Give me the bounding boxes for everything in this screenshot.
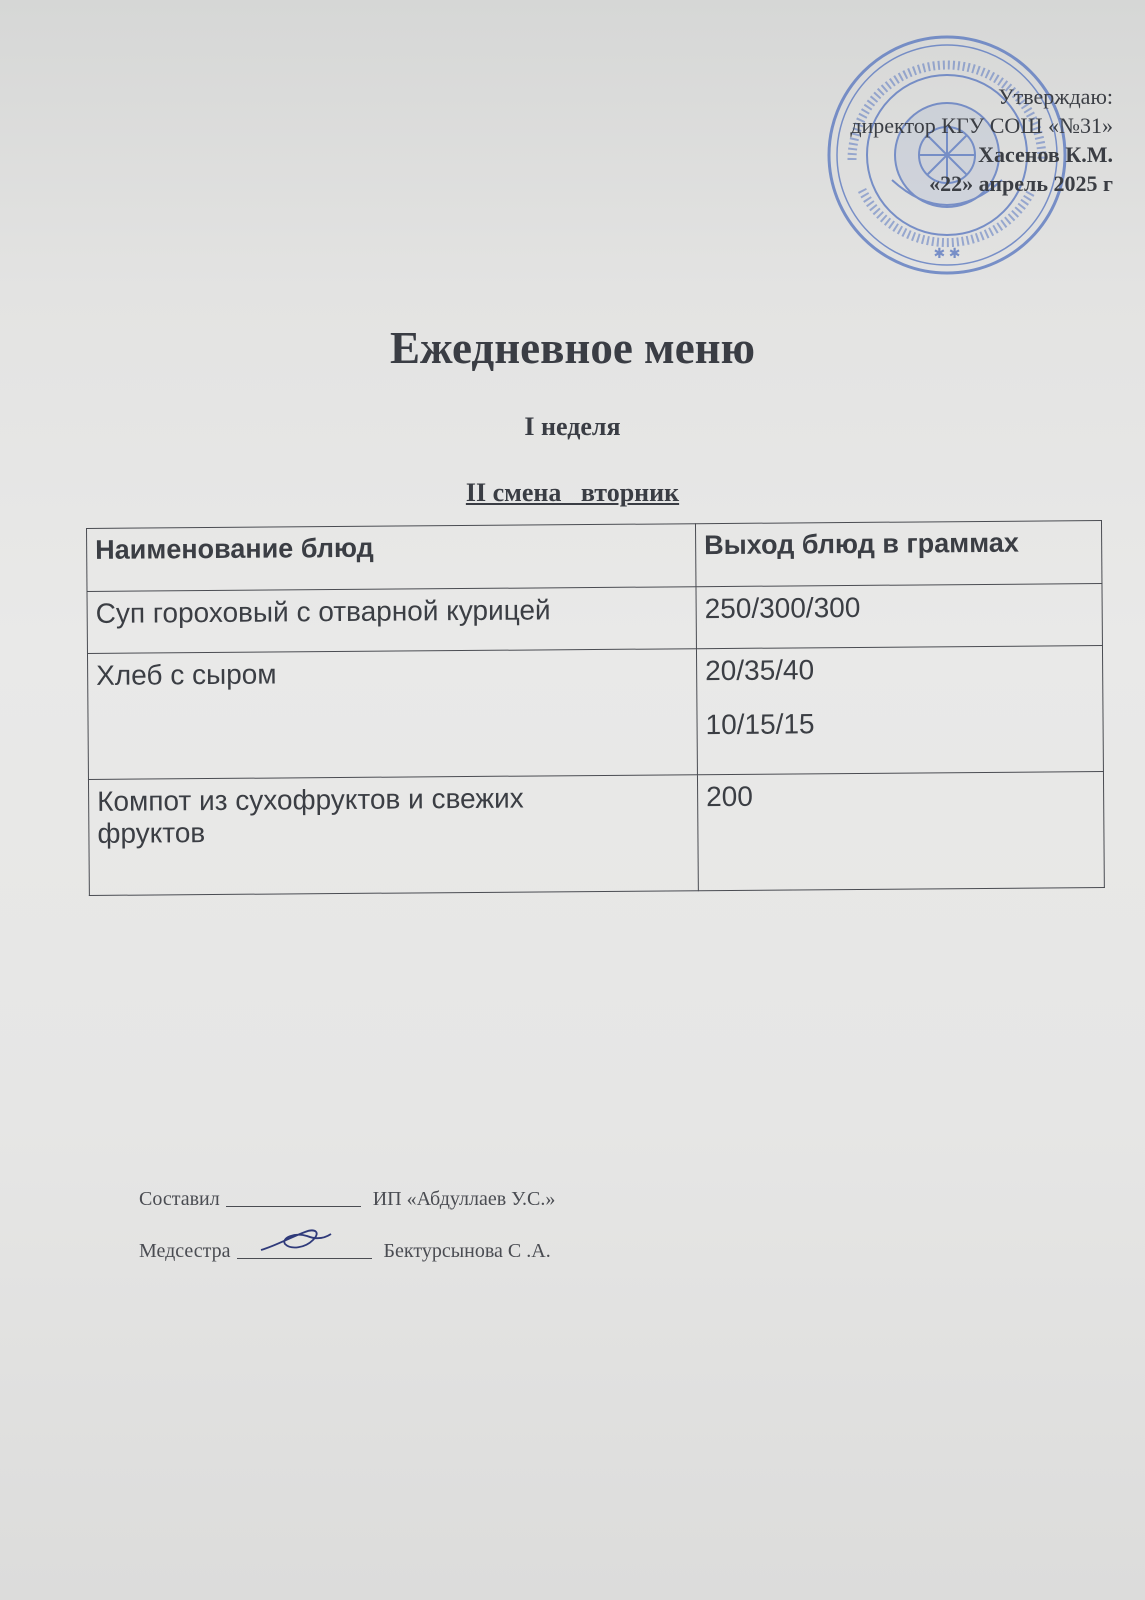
table-row (88, 772, 1104, 896)
approval-block (850, 82, 1113, 198)
table-header-row (87, 521, 1102, 592)
dish-weight (696, 584, 1102, 649)
column-header-dish: Наименование блюд (87, 524, 696, 592)
dish-name: Компот из сухофруктов и свежих фруктов (88, 775, 698, 896)
table-row (87, 646, 1103, 780)
composer-row (139, 1186, 555, 1212)
nurse-label: Медсестра (139, 1240, 231, 1262)
weight-value: 20/35/40 (705, 654, 815, 687)
signatures-block (139, 1186, 555, 1290)
handwritten-signature (255, 1224, 335, 1256)
week-heading: I неделя (524, 412, 621, 441)
nurse-row (139, 1238, 555, 1264)
menu-table (86, 520, 1105, 896)
dish-weight (697, 772, 1104, 891)
page-title: Ежедневное меню (390, 323, 755, 373)
weight-value: 250/300/300 (704, 591, 861, 625)
dish-weight (696, 646, 1103, 775)
nurse-signature-line (237, 1238, 372, 1259)
weight-value: 10/15/15 (705, 708, 815, 741)
approval-date: «22» апрель 2025 г (929, 171, 1113, 196)
composer-signature-line (226, 1186, 361, 1207)
dish-name: Суп гороховый с отварной курицей (87, 587, 696, 654)
approval-label: Утверждаю: (998, 84, 1113, 109)
composer-name: ИП «Абдуллаев У.С.» (372, 1188, 556, 1210)
table-row (87, 584, 1102, 654)
nurse-name: Бектурсынова С .А. (383, 1240, 551, 1262)
svg-text:✱ ✱: ✱ ✱ (933, 247, 961, 262)
column-header-weight: Выход блюд в граммах (695, 521, 1101, 587)
dish-name: Хлеб с сыром (87, 649, 697, 780)
weight-value: 200 (706, 780, 753, 813)
shift-heading: II смена вторник (465, 478, 680, 507)
composer-label: Составил (139, 1188, 220, 1210)
approval-director-name: Хасенов К.М. (978, 142, 1113, 167)
approval-position: директор КГУ СОШ «№31» (850, 113, 1113, 138)
